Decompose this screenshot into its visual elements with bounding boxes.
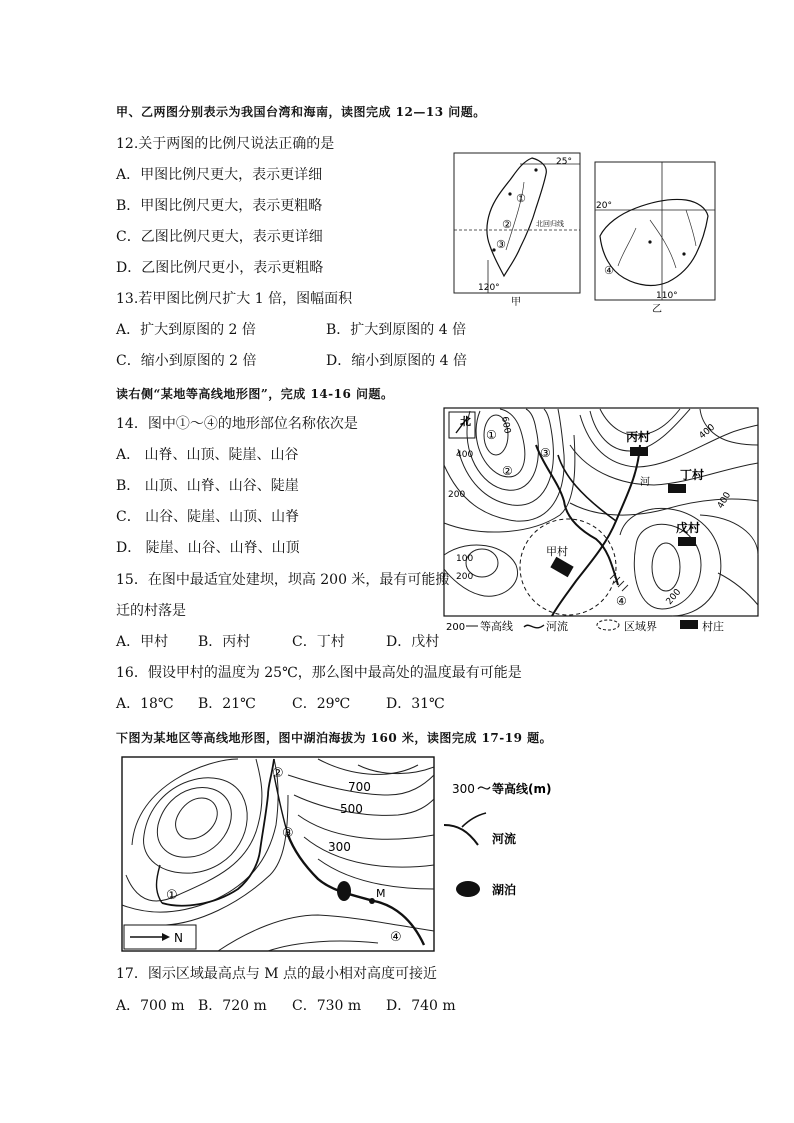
- q14-option-b: B． 山顶、山脊、山谷、陡崖: [116, 478, 299, 494]
- river-line: [162, 759, 274, 906]
- q16-stem: 16．假设甲村的温度为 25℃，那么图中最高处的温度最有可能是: [116, 665, 522, 681]
- q16-option-a: A．18℃: [116, 696, 174, 712]
- taiwan-hainan-maps: [450, 150, 720, 315]
- hainan-river: [618, 228, 636, 266]
- village-jia-marker: [550, 557, 573, 577]
- river-line: [157, 865, 163, 903]
- q15-stem-line1: 15．在图中最适宜处建坝，坝高 200 米，最有可能搬: [116, 572, 450, 588]
- intro-14-16: 读右侧“某地等高线地形图”，完成 14-16 问题。: [116, 387, 394, 401]
- taiwan-island: [487, 158, 546, 276]
- q17-option-c: C．730 m: [292, 998, 362, 1014]
- contour-label-200: 200: [448, 490, 466, 500]
- legend-contour-number: 300: [452, 782, 475, 796]
- hainan-river: [686, 210, 696, 246]
- q12-option-c: C．乙图比例尺更大，表示更详细: [116, 229, 323, 245]
- marker-3: ③: [282, 826, 294, 841]
- contour-label-300: 300: [328, 840, 351, 854]
- legend-village-label: 村庄: [702, 620, 724, 633]
- lat-25-label: 25°: [556, 157, 572, 167]
- contour-label-200: 200: [664, 587, 684, 607]
- q16-option-d: D．31℃: [386, 696, 445, 712]
- legend-river-label: 河流: [492, 832, 517, 846]
- jia-caption: 甲: [511, 297, 521, 308]
- point-m-label: M: [376, 887, 386, 900]
- hainan-dot: [648, 240, 651, 243]
- village-jia-label: 甲村: [546, 545, 568, 558]
- village-wu-marker: [678, 537, 696, 546]
- lon-120-label: 120°: [478, 283, 500, 293]
- q16-option-b: B．21℃: [198, 696, 256, 712]
- marker-1: ①: [486, 428, 497, 442]
- taiwan-marker-3: ③: [496, 238, 506, 251]
- north-label: 北: [460, 415, 471, 428]
- q13-stem: 13.若甲图比例尺扩大 1 倍，图幅面积: [116, 291, 353, 307]
- contour-lines: [122, 759, 434, 951]
- q14-option-d: D． 陡崖、山谷、山脊、山顶: [116, 540, 300, 556]
- hainan-dot: [682, 252, 685, 255]
- hainan-marker-4: ④: [604, 264, 614, 277]
- river-line: [536, 445, 618, 585]
- contour-label-400: 400: [456, 450, 474, 460]
- q13-option-c: C．缩小到原图的 2 倍: [116, 353, 257, 369]
- q15-option-d: D．戊村: [386, 634, 440, 650]
- q12-option-a: A．甲图比例尺更大，表示更详细: [116, 167, 323, 183]
- legend-contour-number: 200: [446, 622, 466, 633]
- legend-lake-label: 湖泊: [492, 883, 517, 897]
- marker-1: ①: [166, 888, 178, 903]
- q13-option-b: B．扩大到原图的 4 倍: [326, 322, 467, 338]
- contour-map-17-19: [118, 755, 563, 955]
- cliff-marks: [610, 573, 628, 591]
- contour-label-400: 400: [697, 422, 718, 442]
- q16-option-c: C．29℃: [292, 696, 351, 712]
- legend: [446, 619, 724, 633]
- legend-river-label: 河流: [546, 620, 568, 633]
- legend-contour-label: 等高线(m): [492, 782, 552, 796]
- yi-caption: 乙: [652, 304, 662, 315]
- lat-20-label: 20°: [596, 201, 612, 211]
- contour-label-100: 100: [456, 554, 474, 564]
- tropic-label: 北回归线: [536, 220, 564, 228]
- taiwan-dot: [534, 168, 537, 171]
- village-wu-label: 戊村: [676, 521, 701, 535]
- q17-option-d: D．740 m: [386, 998, 456, 1014]
- q12-stem: 12.关于两图的比例尺说法正确的是: [116, 136, 335, 152]
- contour-label-600: 600: [499, 415, 512, 435]
- hainan-river: [650, 220, 676, 268]
- marker-4: ④: [390, 930, 402, 945]
- q17-option-a: A．700 m: [116, 998, 185, 1014]
- contour-map-14-16: [440, 405, 762, 637]
- river-line: [288, 835, 424, 945]
- village-bing-marker: [630, 447, 648, 456]
- q14-option-c: C． 山谷、陡崖、山顶、山脊: [116, 509, 300, 525]
- q13-option-a: A．扩大到原图的 2 倍: [116, 322, 256, 338]
- lake: [337, 881, 351, 901]
- q15-option-b: B．丙村: [198, 634, 251, 650]
- intro-12-13: 甲、乙两图分别表示为我国台湾和海南，读图完成 12—13 问题。: [116, 105, 486, 119]
- intro-17-19: 下图为某地区等高线地形图，图中湖泊海拔为 160 米，读图完成 17-19 题。: [116, 731, 553, 745]
- hainan-island: [600, 199, 708, 285]
- river-label: 河: [640, 477, 650, 488]
- hainan-map-frame: [595, 162, 715, 300]
- taiwan-marker-2: ②: [502, 218, 512, 231]
- marker-3: ③: [540, 446, 551, 460]
- village-bing-label: 丙村: [626, 430, 651, 444]
- contour-label-200: 200: [456, 572, 474, 582]
- q14-stem: 14．图中①～④的地形部位名称依次是: [116, 416, 358, 432]
- q17-option-b: B．720 m: [198, 998, 267, 1014]
- taiwan-dot: [508, 192, 511, 195]
- lon-110-label: 110°: [656, 291, 678, 301]
- village-ding-marker: [668, 484, 686, 493]
- contour-label-500: 500: [340, 802, 363, 816]
- legend: [444, 781, 551, 897]
- point-m: [369, 898, 375, 904]
- contour-label-400: 400: [715, 490, 734, 511]
- q15-stem-line2: 迁的村落是: [116, 603, 186, 619]
- q12-option-b: B．甲图比例尺更大，表示更粗略: [116, 198, 323, 214]
- q15-option-a: A．甲村: [116, 634, 169, 650]
- contour-label-700: 700: [348, 780, 371, 794]
- legend-region-label: 区域界: [624, 620, 657, 633]
- taiwan-marker-1: ①: [516, 192, 526, 205]
- q17-stem: 17．图示区域最高点与 M 点的最小相对高度可接近: [116, 966, 438, 982]
- marker-2: ②: [272, 766, 284, 781]
- legend-contour-label: 等高线: [480, 620, 513, 633]
- q12-option-d: D．乙图比例尺更小，表示更粗略: [116, 260, 324, 276]
- marker-2: ②: [502, 464, 513, 478]
- village-ding-label: 丁村: [680, 468, 705, 482]
- marker-4: ④: [616, 594, 627, 608]
- north-label: N: [174, 931, 183, 945]
- q14-option-a: A． 山脊、山顶、陡崖、山谷: [116, 447, 299, 463]
- q15-option-c: C．丁村: [292, 634, 345, 650]
- q13-option-d: D．缩小到原图的 4 倍: [326, 353, 468, 369]
